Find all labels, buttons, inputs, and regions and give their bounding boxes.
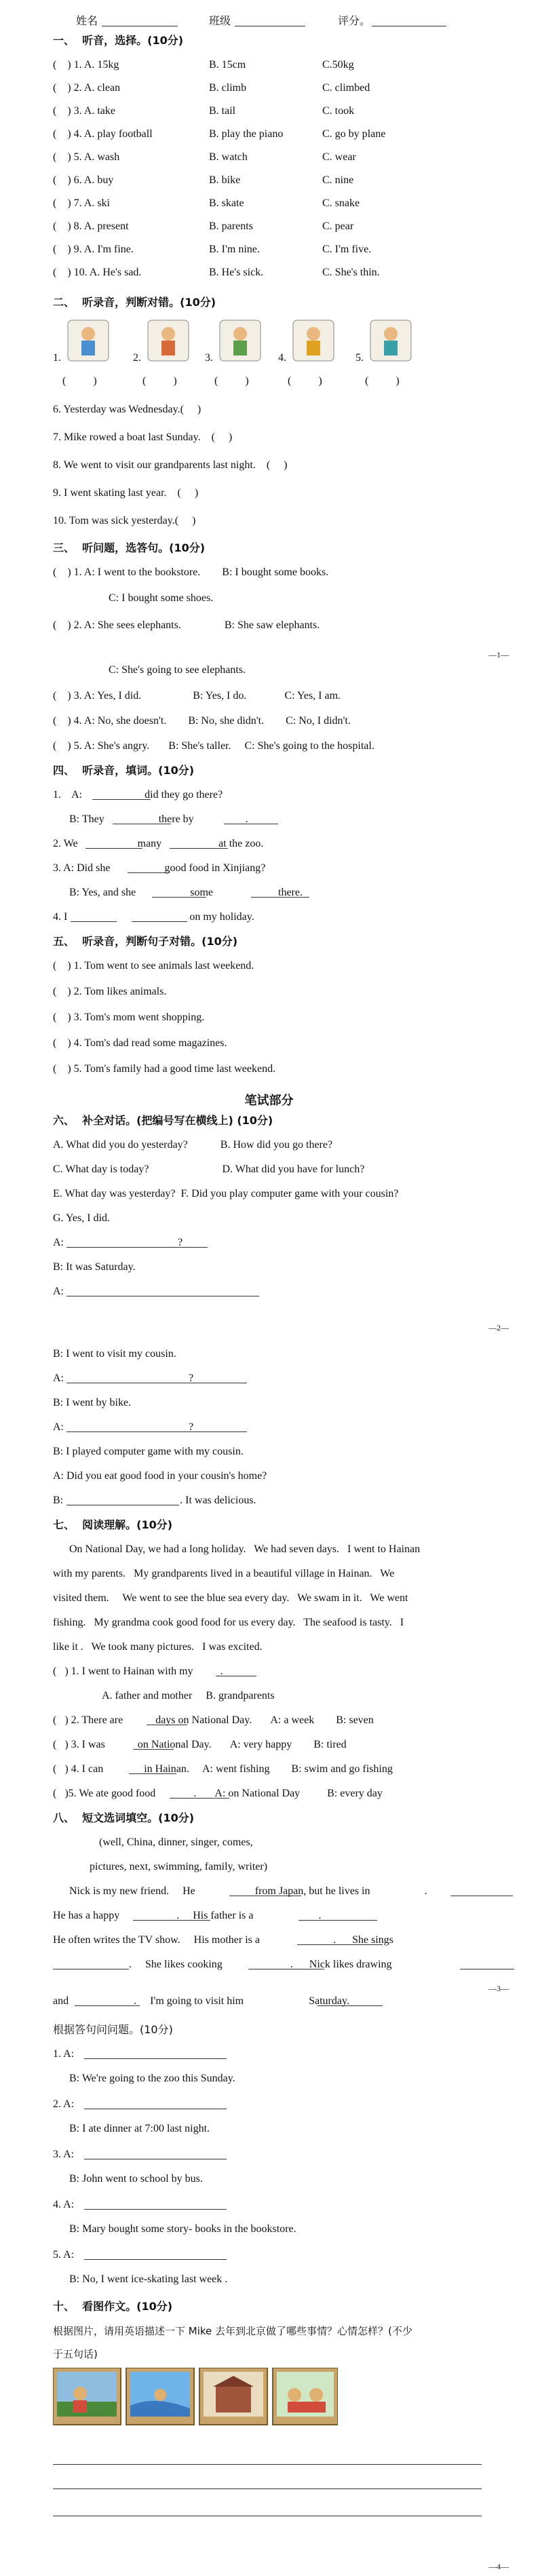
s1-option-b: B. He's sick. bbox=[209, 267, 264, 278]
blank[interactable] bbox=[71, 921, 117, 922]
section-5-title: 五、 听录音，判断句子对错。(10分) bbox=[53, 935, 238, 948]
s1-question: ( ) 3. A. take bbox=[53, 105, 115, 117]
composition-line-2[interactable] bbox=[53, 2488, 482, 2489]
s5-statement: ( ) 4. Tom's dad read some magazines. bbox=[53, 1037, 227, 1049]
s1-option-b: B. bike bbox=[209, 174, 241, 186]
s5-statement: ( ) 5. Tom's family had a good time last weekend. bbox=[53, 1063, 276, 1075]
s6-options-3: E. What day was yesterday? F. Did you play computer game with your cousin? bbox=[53, 1188, 399, 1199]
s8-word-bank-2: pictures, next, swimming, family, writer) bbox=[90, 1861, 268, 1872]
s6-dialog-3: A: bbox=[53, 1286, 64, 1297]
s1-option-c: C.50kg bbox=[322, 59, 354, 71]
s1-option-b: B. watch bbox=[209, 151, 248, 163]
s3-q1-option-c: C: I bought some shoes. bbox=[109, 592, 214, 604]
s8-passage-4: . She likes cooking . Nick likes drawing bbox=[53, 1959, 392, 1970]
s8-word-bank-1: (well, China, dinner, singer, comes, bbox=[99, 1837, 253, 1848]
s1-option-c: C. She's thin. bbox=[322, 267, 380, 278]
section-4-title: 四、 听录音，填词。(10分) bbox=[53, 764, 195, 777]
page-number-2: —2— bbox=[488, 1323, 509, 1332]
s6-dialog-10: B: . It was delicious. bbox=[53, 1495, 256, 1506]
s2-answer-bracket[interactable]: ( ) bbox=[142, 375, 177, 387]
blank[interactable] bbox=[170, 848, 228, 849]
s2-picture-number: 1. bbox=[53, 352, 61, 364]
s3-q2: ( ) 2. A: She sees elephants. B: She saw elephants. bbox=[53, 619, 320, 631]
blank[interactable] bbox=[318, 2005, 383, 2006]
section-2-title: 二、 听录音，判断对错。(10分) bbox=[53, 296, 216, 309]
s10-instruction-1: 根据图片，请用英语描述一下 Mike 去年到北京做了哪些事情？心情怎样？(不少 bbox=[53, 2325, 412, 2337]
s8-passage-2: He has a happy . His father is a . bbox=[53, 1910, 322, 1921]
blank[interactable] bbox=[170, 1798, 229, 1799]
s3-q5: ( ) 5. A: She's angry. B: She's taller. C: She's going to the hospital. bbox=[53, 740, 374, 752]
s1-option-b: B. tail bbox=[209, 105, 236, 117]
s8-passage-3: He often writes the TV show. His mother is a . She sings bbox=[53, 1934, 393, 1946]
s9-question-label: 4. A: bbox=[53, 2199, 75, 2210]
s4-line-1: 1. A: did they go there? bbox=[53, 789, 223, 801]
s9-question-label: 2. A: bbox=[53, 2098, 75, 2110]
s7-question-4: ( ) 4. I can in Hainan. A: went fishing B: swim and go fishing bbox=[53, 1763, 393, 1775]
listening-picture-icon bbox=[147, 319, 190, 362]
s9-question-label: 3. A: bbox=[53, 2149, 75, 2160]
s3-q3: ( ) 3. A: Yes, I did. B: Yes, I do. C: Yes, I am. bbox=[53, 690, 341, 701]
s3-q4: ( ) 4. A: No, she doesn't. B: No, she didn't. C: No, I didn't. bbox=[53, 715, 351, 727]
s1-question: ( ) 4. A. play football bbox=[53, 128, 153, 140]
s6-dialog-6: B: I went by bike. bbox=[53, 1397, 132, 1408]
s1-option-c: C. climbed bbox=[322, 82, 370, 94]
blank[interactable] bbox=[299, 1920, 377, 1921]
s2-answer-bracket[interactable]: ( ) bbox=[62, 375, 97, 387]
s1-question: ( ) 8. A. present bbox=[53, 220, 129, 232]
s9-answer: B: I ate dinner at 7:00 last night. bbox=[69, 2123, 210, 2134]
s7-question-1: ( ) 1. I went to Hainan with my . bbox=[53, 1666, 223, 1677]
s7-passage-4: fishing. My grandma cook good food for us every day. The seafood is tasty. I bbox=[53, 1617, 404, 1628]
s6-options-1: A. What did you do yesterday? B. How did you go there? bbox=[53, 1139, 333, 1151]
s2-picture-number: 2. bbox=[133, 352, 141, 364]
beijing-trip-pictures bbox=[53, 2368, 338, 2429]
s4-line-6: 4. I on my holiday. bbox=[53, 911, 254, 923]
section-10-title: 十、 看图作文。(10分) bbox=[53, 2300, 173, 2313]
section-6-title: 六、 补全对话。(把编号写在横线上) (10分) bbox=[53, 1114, 273, 1127]
listening-picture-icon bbox=[66, 319, 110, 362]
s9-answer: B: No, I went ice-skating last week . bbox=[69, 2273, 228, 2285]
s6-dialog-7: A: ? bbox=[53, 1421, 194, 1433]
page-number-3: —3— bbox=[488, 1984, 509, 1993]
s4-line-2: B: They there by . bbox=[69, 813, 248, 825]
s2-statement: 7. Mike rowed a boat last Sunday. ( ) bbox=[53, 431, 233, 443]
s7-passage-1: On National Day, we had a long holiday. We had seven days. I went to Hainan bbox=[53, 1543, 421, 1555]
s6-dialog-2: B: It was Saturday. bbox=[53, 1261, 136, 1273]
s5-statement: ( ) 3. Tom's mom went shopping. bbox=[53, 1012, 205, 1023]
s9-question-label: 1. A: bbox=[53, 2048, 75, 2060]
s1-question: ( ) 7. A. ski bbox=[53, 197, 110, 209]
written-part-heading: 笔试部分 bbox=[244, 1094, 294, 1108]
s2-statement: 6. Yesterday was Wednesday.( ) bbox=[53, 404, 201, 415]
s9-answer: B: We're going to the zoo this Sunday. bbox=[69, 2073, 235, 2084]
s2-picture-number: 4. bbox=[278, 352, 286, 364]
section-3-title: 三、 听问题，选答句。(10分) bbox=[53, 541, 206, 554]
s7-passage-2: with my parents. My grandparents lived in a beautiful village in Hainan. We bbox=[53, 1568, 395, 1579]
s2-statement: 8. We went to visit our grandparents last night. ( ) bbox=[53, 459, 288, 471]
s1-option-c: C. wear bbox=[322, 151, 356, 163]
section-7-title: 七、 阅读理解。(10分) bbox=[53, 1518, 173, 1531]
blank[interactable] bbox=[132, 921, 187, 922]
s9-question-label: 5. A: bbox=[53, 2249, 75, 2261]
blank[interactable] bbox=[129, 1773, 176, 1774]
s6-dialog-8: B: I played computer game with my cousin. bbox=[53, 1446, 244, 1457]
s1-option-b: B. I'm nine. bbox=[209, 244, 260, 255]
question-blank[interactable] bbox=[84, 2209, 227, 2210]
s2-statement: 9. I went skating last year. ( ) bbox=[53, 487, 199, 499]
blank[interactable] bbox=[92, 799, 151, 800]
section-8-title: 八、 短文选词填空。(10分) bbox=[53, 1811, 195, 1824]
s1-option-b: B. parents bbox=[209, 220, 253, 232]
s2-answer-bracket[interactable]: ( ) bbox=[214, 375, 249, 387]
s1-question: ( ) 10. A. He's sad. bbox=[53, 267, 142, 278]
s7-question-3: ( ) 3. I was on National Day. A: very happy B: tired bbox=[53, 1739, 347, 1750]
s2-answer-bracket[interactable]: ( ) bbox=[288, 375, 322, 387]
s5-statement: ( ) 1. Tom went to see animals last weekend. bbox=[53, 960, 254, 972]
s10-picture-strip bbox=[53, 2368, 338, 2429]
s1-question: ( ) 1. A. 15kg bbox=[53, 59, 119, 71]
s6-dialog-5: A: ? bbox=[53, 1372, 194, 1384]
s1-option-c: C. pear bbox=[322, 220, 354, 232]
score-label: 评分。 bbox=[338, 16, 371, 27]
blank[interactable] bbox=[133, 1920, 210, 1921]
name-label: 姓名 bbox=[76, 16, 98, 27]
listening-picture-icon bbox=[369, 319, 412, 362]
s6-options-4: G. Yes, I did. bbox=[53, 1212, 111, 1224]
s7-question-5: ( )5. We ate good food . A: on National Day B: every day bbox=[53, 1788, 383, 1799]
s2-answer-bracket[interactable]: ( ) bbox=[365, 375, 400, 387]
section-1-title: 一、 听音，选择。(10分) bbox=[53, 34, 184, 47]
s9-answer: B: Mary bought some story- books in the bookstore. bbox=[69, 2223, 296, 2235]
s1-question: ( ) 5. A. wash bbox=[53, 151, 120, 163]
s6-dialog-4: B: I went to visit my cousin. bbox=[53, 1348, 176, 1360]
s1-question: ( ) 2. A. clean bbox=[53, 82, 121, 94]
s1-question: ( ) 6. A. buy bbox=[53, 174, 114, 186]
s8-passage-5: and . I'm going to visit him Saturday. bbox=[53, 1995, 349, 2007]
class-label: 班级 bbox=[209, 16, 231, 27]
section-9-title: 根据答句问问题。(10分) bbox=[53, 2023, 173, 2036]
s1-option-b: B. climb bbox=[209, 82, 247, 94]
blank[interactable] bbox=[133, 1749, 174, 1750]
s7-question-1-options: A. father and mother B. grandparents bbox=[102, 1690, 275, 1702]
blank[interactable] bbox=[152, 897, 206, 898]
blank[interactable] bbox=[251, 897, 309, 898]
s7-question-2: ( ) 2. There are days on National Day. A: a week B: seven bbox=[53, 1714, 374, 1726]
answer-blank[interactable] bbox=[66, 1247, 208, 1248]
s5-statement: ( ) 2. Tom likes animals. bbox=[53, 986, 167, 997]
blank[interactable] bbox=[85, 848, 142, 849]
s2-picture-number: 5. bbox=[356, 352, 364, 364]
s7-passage-3: visited them. We went to see the blue sea every day. We swam in it. We went bbox=[53, 1592, 408, 1604]
s2-picture-number: 3. bbox=[205, 352, 213, 364]
listening-picture-icon bbox=[292, 319, 335, 362]
blank[interactable] bbox=[297, 1944, 383, 1945]
s3-q2-option-c: C: She's going to see elephants. bbox=[109, 664, 246, 676]
s7-passage-5: like it . We took many pictures. I was excited. bbox=[53, 1641, 263, 1653]
s10-instruction-2: 于五句话) bbox=[53, 2348, 98, 2360]
s1-option-c: C. snake bbox=[322, 197, 360, 209]
s1-option-b: B. play the piano bbox=[209, 128, 284, 140]
s6-dialog-9: A: Did you eat good food in your cousin's home? bbox=[53, 1470, 267, 1482]
s1-option-c: C. go by plane bbox=[322, 128, 386, 140]
s9-answer: B: John went to school by bus. bbox=[69, 2173, 203, 2185]
blank[interactable] bbox=[128, 872, 170, 873]
page-number-4: —4— bbox=[488, 2562, 509, 2571]
s2-statement: 10. Tom was sick yesterday.( ) bbox=[53, 515, 196, 526]
question-blank[interactable] bbox=[84, 2259, 227, 2260]
page-number-1: —1— bbox=[488, 650, 509, 659]
s1-option-c: C. I'm five. bbox=[322, 244, 372, 255]
s6-dialog-1: A: ? bbox=[53, 1237, 183, 1248]
s4-line-4: 3. A: Did she good food in Xinjiang? bbox=[53, 862, 266, 874]
s8-passage-1: Nick is my new friend. He from Japan, but he lives in . bbox=[53, 1885, 427, 1897]
blank[interactable] bbox=[75, 2005, 140, 2006]
composition-line-1[interactable] bbox=[53, 2464, 482, 2465]
s6-options-2: C. What day is today? D. What did you have for lunch? bbox=[53, 1164, 365, 1175]
s1-option-b: B. skate bbox=[209, 197, 244, 209]
s4-line-5: B: Yes, and she some there. bbox=[69, 887, 303, 898]
s1-option-c: C. took bbox=[322, 105, 355, 117]
listening-picture-icon bbox=[218, 319, 262, 362]
s4-line-3: 2. We many at the zoo. bbox=[53, 838, 264, 849]
s1-question: ( ) 9. A. I'm fine. bbox=[53, 244, 134, 255]
answer-blank[interactable] bbox=[66, 1431, 247, 1432]
question-blank[interactable] bbox=[84, 2058, 227, 2059]
s1-option-c: C. nine bbox=[322, 174, 354, 186]
s3-q1: ( ) 1. A: I went to the bookstore. B: I bought some books. bbox=[53, 566, 329, 578]
s1-option-b: B. 15cm bbox=[209, 59, 246, 71]
